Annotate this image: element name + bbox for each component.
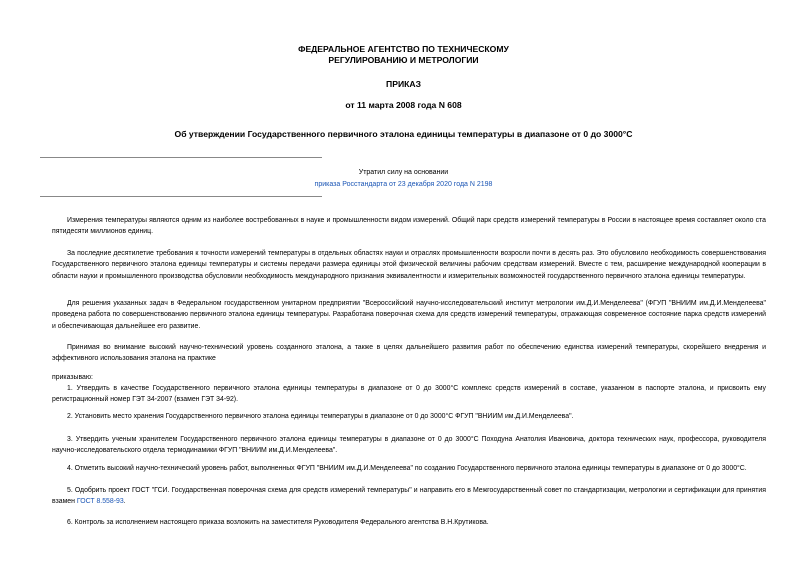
separator-top (40, 157, 322, 158)
order-item-3: 3. Утвердить ученым хранителем Государственного первичного эталона единицы температуры в диапазоне от 0 до 3000°С Походуна Анатолия Ивановича, доктора технических наук, профессора, руководителя научно-исследовательского отдела термодинамики ФГУП "ВНИИМ им.Д.И.Менделеева". (52, 436, 766, 455)
paragraph-requirements: За последние десятилетие требования к точности измерений температуры в отдельных областях науки и отраслях промышленности возросли почти в десять раз. Это обусловило необходимость совершенствования Государственного первичного эталона единицы температуры и системы передачи размера единицы этой физической величины рабочим средствам измерений. Вместе с тем, расширение международной кооперации в области науки и промышленного производства обусловили необходимость международного признания эквивалентности и измерительных возможностей государственного первичного эталона единицы температуры. (52, 250, 766, 280)
order-item-6: 6. Контроль за исполнением настоящего приказа возложить на заместителя Руководителя Федерального агентства В.Н.Крутикова. (67, 519, 489, 526)
status-note-text: Утратил силу на основании (358, 169, 449, 176)
paragraph-considering: Принимая во внимание высокий научно-технический уровень созданного эталона, а также в целях дальнейшего развития работ по обеспечению единства измерений температуры, скорейшего внедрения и эффективного использования эталона на практике (52, 344, 766, 363)
order-item-2: 2. Установить место хранения Государственного первичного эталона единицы температуры в диапазоне от 0 до 3000°С ФГУП "ВНИИМ им.Д.И.Менделеева". (67, 413, 574, 420)
order-item-5-end: . (123, 498, 126, 506)
document-subject: Об утверждении Государственного первичного эталона единицы температуры в диапазоне от 0 до 3000°С (174, 129, 633, 139)
order-item-4: 4. Отметить высокий научно-технический уровень работ, выполненных ФГУП "ВНИИМ им.Д.И.Менделеева" по созданию Государственного первичного эталона единицы температуры в диапазоне от 0 до 3000°С. (67, 465, 747, 472)
paragraph-intro: Измерения температуры являются одним из наиболее востребованных в науке и промышленности видом измерений. Общий парк средств измерений температуры в России в настоящее время составляет около ста пятидесяти миллионов единиц. (52, 217, 766, 236)
order-item-1: 1. Утвердить в качестве Государственного первичного эталона единицы температуры в диапазоне от 0 до 3000°С комплекс средств измерений в составе, указанном в паспорте эталона, и присвоить ему регистрационный номер ГЭТ 34-2007 (взамен ГЭТ 34-92). (52, 385, 766, 404)
order-word: приказываю: (52, 374, 93, 381)
document-type: ПРИКАЗ (386, 79, 421, 89)
order-item-5 (52, 485, 766, 508)
order-item-5-text: 5. Одобрить проект ГОСТ "ГСИ. Государственная поверочная схема для средств измерений температуры" и направить его в Межгосударственный совет по стандартизации, метрологии и сертификации для принятия взамен (52, 487, 766, 506)
agency-title-line2: РЕГУЛИРОВАНИЮ И МЕТРОЛОГИИ (328, 55, 479, 65)
agency-title-line1: ФЕДЕРАЛЬНОЕ АГЕНТСТВО ПО ТЕХНИЧЕСКОМУ (298, 44, 509, 54)
paragraph-solution: Для решения указанных задач в Федеральном государственном унитарном предприятии "Всероссийский научно-исследовательский институт метрологии им.Д.И.Менделеева" (ФГУП "ВНИИМ им.Д.И.Менделеева" проведена работа по совершенствованию первичного эталона единицы температуры. Разработана поверочная схема для средств измерений температуры, отражающая современное состояние парка средств измерений и обеспечивающая дальнейшее его развитие. (52, 300, 766, 330)
document-date-number: от 11 марта 2008 года N 608 (345, 100, 462, 110)
repeal-order-link[interactable]: приказа Росстандарта от 23 декабря 2020 года N 2198 (314, 181, 493, 188)
separator-bottom (40, 196, 322, 197)
gost-link[interactable]: ГОСТ 8.558-93 (76, 498, 124, 506)
status-note-link-wrap (0, 180, 807, 189)
